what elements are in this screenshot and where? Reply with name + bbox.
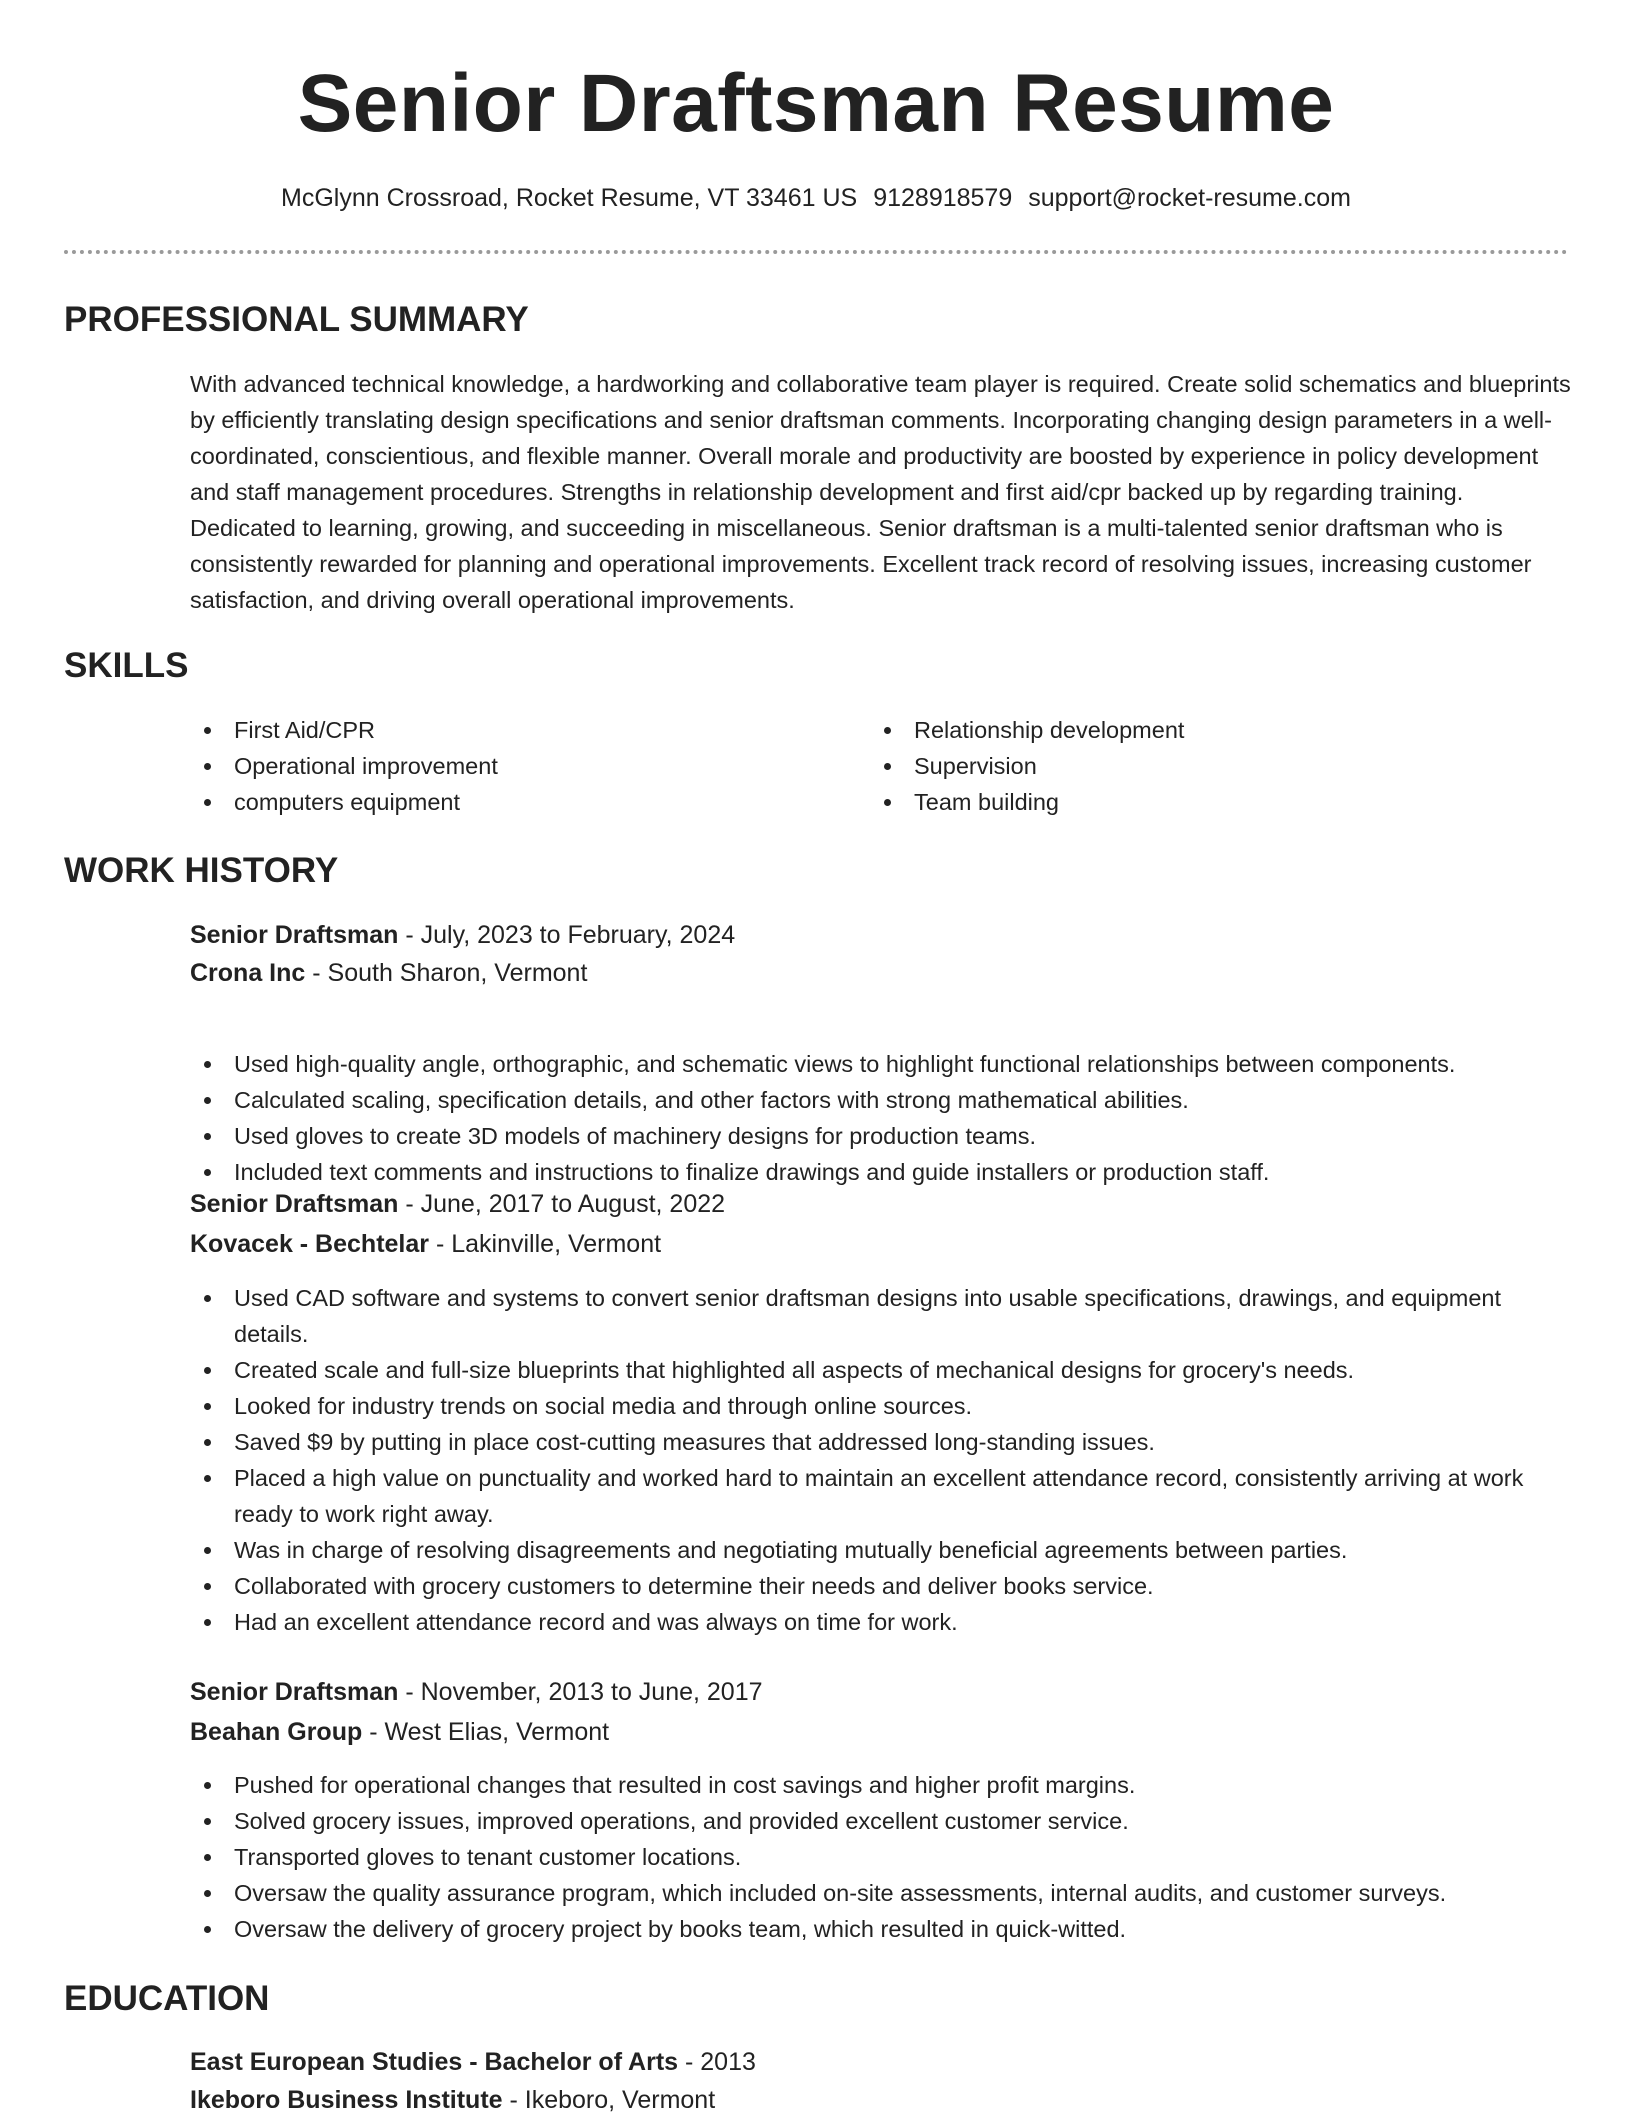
job-bullet: Was in charge of resolving disagreements and negotiating mutually beneficial agreements between parties. — [190, 1532, 1580, 1568]
summary-text: With advanced technical knowledge, a hardworking and collaborative team player is required. Create solid schematics and blueprints by efficiently translating design specifications and senior draftsman comments. Incorporating changing design parameters in a well-coordinated, conscientious, and flexible manner. Overall morale and productivity are boosted by experience in policy development and staff management procedures. Strengths in relationship development and first aid/cpr backed up by regarding training. Dedicated to learning, growing, and succeeding in miscellaneous. Senior draftsman is a multi-talented senior draftsman who is consistently rewarded for planning and operational improvements. Excellent track record of resolving issues, increasing customer satisfaction, and driving overall operational improvements. — [190, 371, 1571, 613]
job-bullet: Saved $9 by putting in place cost-cutting measures that addressed long-standing issues. — [190, 1424, 1580, 1460]
skills-heading: SKILLS — [64, 646, 189, 685]
education-location: - Ikeboro, Vermont — [502, 2086, 716, 2114]
contact-address: McGlynn Crossroad, Rocket Resume, VT 33461 US — [281, 184, 858, 212]
skill-item: Relationship development — [870, 712, 1184, 748]
job-company-line — [190, 955, 587, 991]
job-location: - West Elias, Vermont — [362, 1718, 610, 1746]
job-dates: - July, 2023 to February, 2024 — [398, 921, 736, 949]
job-company: Kovacek - Bechtelar — [190, 1230, 430, 1258]
job-bullet: Created scale and full-size blueprints that highlighted all aspects of mechanical designs for grocery's needs. — [190, 1352, 1580, 1388]
job-title-line — [190, 1186, 725, 1222]
summary-heading: PROFESSIONAL SUMMARY — [64, 300, 529, 339]
resume-title: Senior Draftsman Resume — [297, 58, 1335, 149]
job-bullet: Placed a high value on punctuality and worked hard to maintain an excellent attendance record, consistently arriving at work ready to work right away. — [190, 1460, 1580, 1532]
job-location: - South Sharon, Vermont — [305, 959, 588, 987]
skills-column-left — [190, 712, 498, 820]
job-title: Senior Draftsman — [190, 1678, 399, 1706]
job-bullet: Oversaw the delivery of grocery project by books team, which resulted in quick-witted. — [190, 1911, 1580, 1947]
job-bullet-list — [190, 1046, 1580, 1190]
skills-column-right — [870, 712, 1184, 820]
job-bullet: Transported gloves to tenant customer locations. — [190, 1839, 1580, 1875]
education-heading: EDUCATION — [64, 1979, 270, 2018]
job-bullet: Solved grocery issues, improved operations, and provided excellent customer service. — [190, 1803, 1580, 1839]
job-company-line — [190, 1714, 609, 1750]
job-company-line — [190, 1226, 661, 1262]
job-bullet: Used gloves to create 3D models of machinery designs for production teams. — [190, 1118, 1580, 1154]
education-degree-line — [190, 2044, 756, 2080]
job-bullet: Collaborated with grocery customers to determine their needs and deliver books service. — [190, 1568, 1580, 1604]
job-dates: - June, 2017 to August, 2022 — [398, 1190, 726, 1218]
job-bullet: Used high-quality angle, orthographic, and schematic views to highlight functional relationships between components. — [190, 1046, 1580, 1082]
job-bullet: Used CAD software and systems to convert senior draftsman designs into usable specifications, drawings, and equipment details. — [190, 1280, 1580, 1352]
skill-item: computers equipment — [190, 784, 498, 820]
job-title: Senior Draftsman — [190, 1190, 399, 1218]
job-bullet-list — [190, 1767, 1580, 1947]
job-bullet: Oversaw the quality assurance program, which included on-site assessments, internal audits, and customer surveys. — [190, 1875, 1580, 1911]
job-bullets — [190, 1280, 1580, 1640]
skills-list-left — [190, 712, 498, 820]
job-location: - Lakinville, Vermont — [429, 1230, 662, 1258]
skill-item: First Aid/CPR — [190, 712, 498, 748]
skills-list-right — [870, 712, 1184, 820]
job-title-line — [190, 1674, 763, 1710]
job-bullet: Looked for industry trends on social media and through online sources. — [190, 1388, 1580, 1424]
job-company: Crona Inc — [190, 959, 306, 987]
education-school-line — [190, 2082, 715, 2118]
job-bullet: Calculated scaling, specification details, and other factors with strong mathematical abilities. — [190, 1082, 1580, 1118]
skill-item: Team building — [870, 784, 1184, 820]
work-history-heading: WORK HISTORY — [64, 851, 339, 890]
header-divider — [64, 250, 1568, 254]
contact-email: support@rocket-resume.com — [1028, 184, 1351, 212]
job-dates: - November, 2013 to June, 2017 — [398, 1678, 763, 1706]
skill-item: Supervision — [870, 748, 1184, 784]
job-bullet: Pushed for operational changes that resulted in cost savings and higher profit margins. — [190, 1767, 1580, 1803]
contact-phone: 9128918579 — [873, 184, 1013, 212]
education-degree: East European Studies - Bachelor of Arts — [190, 2048, 679, 2076]
education-year: - 2013 — [678, 2048, 756, 2076]
education-school: Ikeboro Business Institute — [190, 2086, 503, 2114]
job-bullet-list — [190, 1280, 1580, 1640]
contact-line — [0, 182, 1632, 214]
job-bullets — [190, 1767, 1580, 1947]
job-bullet: Included text comments and instructions to finalize drawings and guide installers or production staff. — [190, 1154, 1580, 1190]
job-bullets — [190, 1046, 1580, 1190]
job-company: Beahan Group — [190, 1718, 363, 1746]
job-bullet: Had an excellent attendance record and was always on time for work. — [190, 1604, 1580, 1640]
skill-item: Operational improvement — [190, 748, 498, 784]
job-title-line — [190, 917, 735, 953]
job-title: Senior Draftsman — [190, 921, 399, 949]
